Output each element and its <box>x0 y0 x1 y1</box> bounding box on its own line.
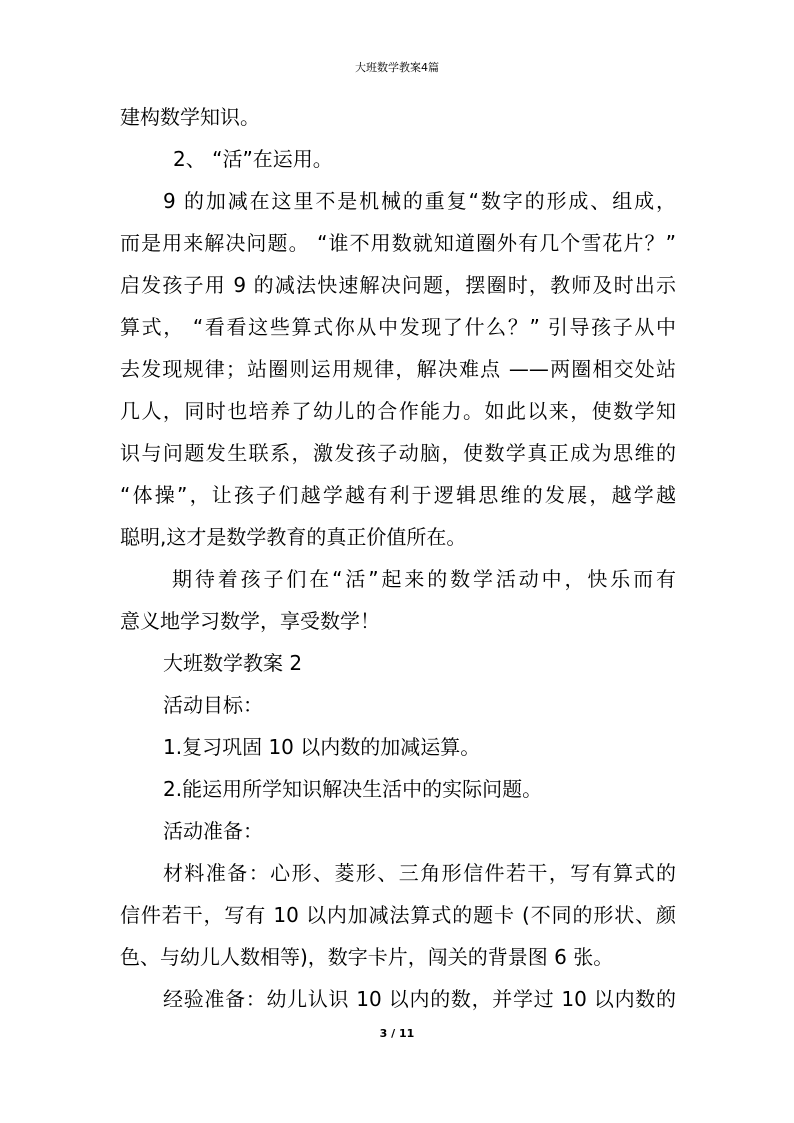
text-line: 经验准备：幼儿认识 10 以内的数，并学过 10 以内数的 <box>163 987 676 1011</box>
text-line: 9 的加减在这里不是机械的重复“数字的形成、组成， <box>163 189 676 213</box>
page-header: 大班数学教案4篇 <box>355 61 439 74</box>
subsection-heading: 活动目标： <box>163 693 263 717</box>
document-body <box>120 96 676 1020</box>
text-line: 色、与幼儿人数相等)，数字卡片，闯关的背景图 6 张。 <box>120 945 614 969</box>
page-number: 3 / 11 <box>379 1027 415 1040</box>
section-heading-2: 2、 “活”在运用。 <box>173 147 333 171</box>
text-line: 聪明,这才是数学教育的真正价值所在。 <box>120 525 467 549</box>
text-line: 意义地学习数学，享受数学！ <box>120 609 380 633</box>
text-line: “体操”，让孩子们越学越有利于逻辑思维的发展，越学越 <box>120 483 676 507</box>
text-line: 期待着孩子们在“活”起来的数学活动中，快乐而有 <box>172 567 676 591</box>
text-line: 材料准备：心形、菱形、三角形信件若干，写有算式的 <box>163 861 676 885</box>
text-line: 启发孩子用 9 的减法快速解决问题，摆圈时，教师及时出示 <box>120 273 676 297</box>
list-item: 1.复习巩固 10 以内数的加减运算。 <box>163 735 481 759</box>
list-item: 2.能运用所学知识解决生活中的实际问题。 <box>163 777 543 801</box>
text-line: 去发现规律；站圈则运用规律，解决难点 ——两圈相交处站 <box>120 357 676 381</box>
text-line: 信件若干，写有 10 以内加减法算式的题卡 (不同的形状、颜 <box>120 903 676 927</box>
subsection-heading: 活动准备： <box>163 819 263 843</box>
text-line: 识与问题发生联系，激发孩子动脑，使数学真正成为思维的 <box>120 441 676 465</box>
text-line: 几人，同时也培养了幼儿的合作能力。如此以来，使数学知 <box>120 399 676 423</box>
text-line: 建构数学知识。 <box>120 105 260 129</box>
text-line: 算式， “看看这些算式你从中发现了什么？” 引导孩子从中 <box>120 315 676 339</box>
text-line: 而是用来解决问题。 “谁不用数就知道圈外有几个雪花片？” <box>120 231 676 255</box>
section-title: 大班数学教案 2 <box>163 651 303 675</box>
